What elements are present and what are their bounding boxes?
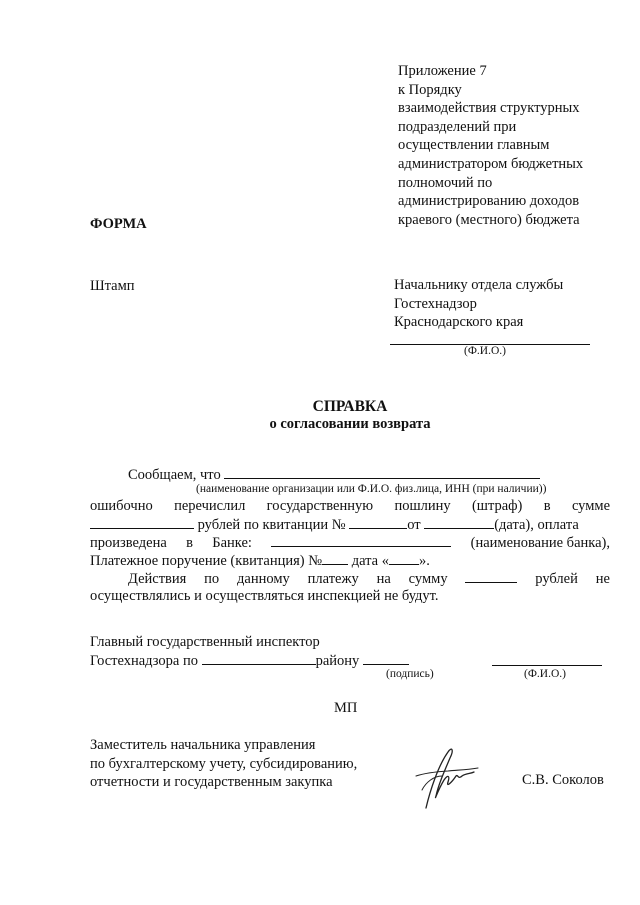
date-close: ». — [419, 553, 430, 569]
deputy-line: по бухгалтерскому учету, субсидированию, — [90, 755, 358, 772]
date-blank — [424, 516, 494, 529]
addressee-line: Начальнику отдела службы — [394, 277, 564, 293]
inspector-fio-hint: (Ф.И.О.) — [524, 668, 566, 680]
document-title: СПРАВКА — [312, 398, 388, 415]
bank-hint: (наименование банка), — [470, 535, 610, 551]
amount-blank — [90, 516, 194, 529]
addressee-fio-hint: (Ф.И.О.) — [464, 345, 506, 357]
appendix-line: администратором бюджетных — [398, 155, 584, 172]
date-word: дата « — [351, 553, 389, 569]
seal-label: МП — [334, 700, 358, 716]
deputy-line: отчетности и государственным закупка — [90, 774, 333, 791]
addressee-block — [394, 276, 563, 332]
deputy-line: Заместитель начальника управления — [90, 737, 316, 753]
appendix-line: осуществлении главным — [398, 137, 550, 154]
rubles-receipt: рублей по квитанции № — [197, 517, 346, 533]
form-label: ФОРМА — [90, 216, 147, 232]
deputy-block — [90, 736, 357, 792]
receipt-number-blank — [349, 516, 407, 529]
inspector-line-2 — [90, 652, 409, 670]
appendix-block — [398, 62, 583, 229]
order-date-blank — [389, 552, 419, 565]
addressee-line: Краснодарского края — [394, 314, 524, 331]
body-line-5: Действия по данному платежу на сумму рублей не — [128, 571, 610, 587]
body-line-1: ошибочно перечислил государственную пошлину (штраф) в сумме — [90, 498, 611, 514]
appendix-line: взаимодействия структурных — [398, 100, 580, 117]
appendix-line: администрированию доходов — [398, 193, 580, 210]
inform-line — [128, 466, 540, 484]
stamp-label: Штамп — [90, 278, 135, 294]
addressee-line: Гостехнадзор — [394, 295, 477, 312]
from-word: от — [407, 517, 421, 533]
body-line-4 — [90, 552, 430, 570]
appendix-line: Приложение 7 — [398, 63, 487, 79]
date-payment: (дата), оплата — [494, 517, 579, 533]
appendix-line: подразделений при — [398, 118, 517, 135]
inform-prefix: Сообщаем, что — [128, 467, 221, 483]
payment-order: Платежное поручение (квитанция) № — [90, 553, 323, 569]
document-subtitle: о согласовании возврата — [269, 416, 431, 432]
appendix-line: полномочий по — [398, 174, 493, 191]
appendix-line: к Порядку — [398, 81, 462, 98]
org-hint: (наименование организации или Ф.И.О. физ.лица, ИНН (при наличии)) — [196, 483, 547, 495]
org-blank — [224, 466, 540, 479]
handwritten-signature — [408, 746, 488, 816]
inspector-fio-underline — [492, 665, 602, 666]
inspector-title: Главный государственный инспектор — [90, 634, 320, 650]
deputy-name: С.В. Соколов — [522, 772, 604, 788]
appendix-line: краевого (местного) бюджета — [398, 211, 580, 228]
body-line-2 — [90, 516, 579, 534]
order-number-blank — [322, 552, 348, 565]
body-line-6: осуществлялись и осуществляться инспекцией не будут. — [90, 588, 439, 604]
district-blank — [202, 652, 316, 665]
district-word: району — [315, 653, 360, 669]
inspector-signature-blank — [363, 652, 409, 665]
inspector-prefix: Гостехнадзора по — [90, 653, 198, 669]
signature-hint: (подпись) — [386, 668, 434, 680]
bank-blank — [271, 534, 451, 547]
action-amount-blank — [465, 570, 517, 583]
body-line-3: произведена в Банке: (наименование банка), — [90, 535, 610, 551]
